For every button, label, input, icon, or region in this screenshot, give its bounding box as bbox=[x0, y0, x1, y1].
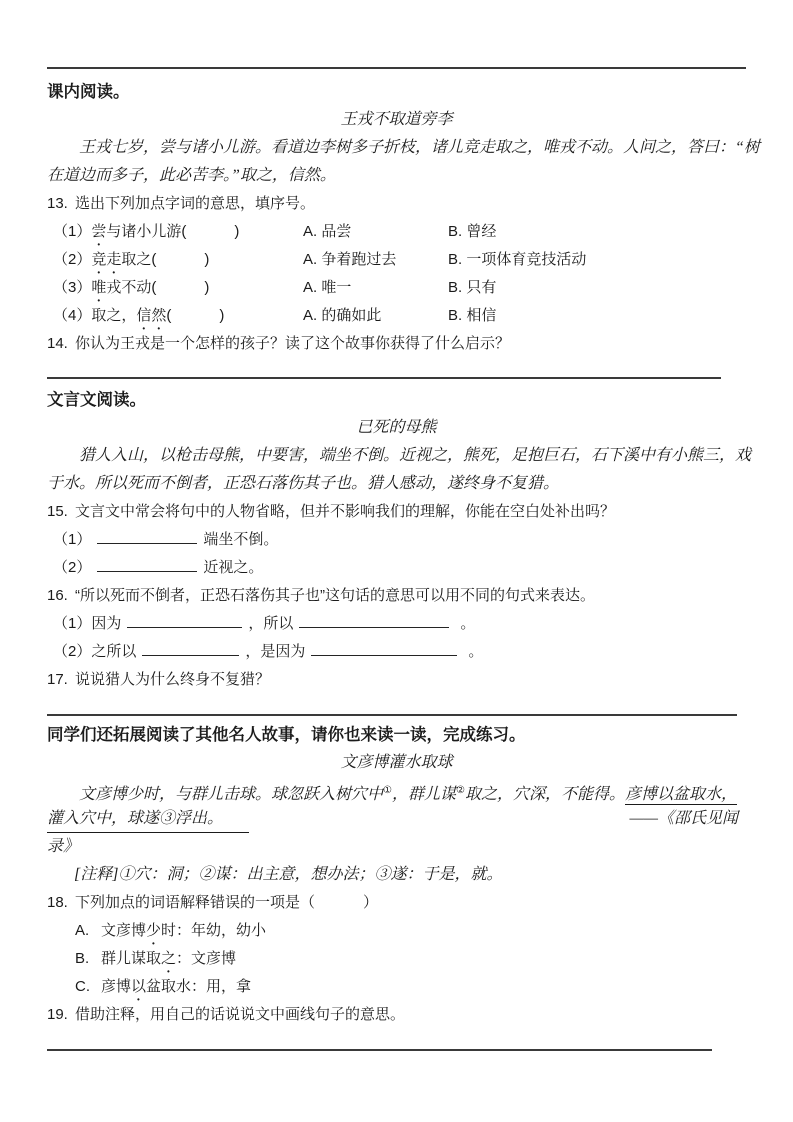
q13-row3-dotted-word: 唯 bbox=[91, 279, 107, 296]
question-15-number: 15. bbox=[47, 503, 68, 520]
q18-option-b-label: B. bbox=[75, 950, 90, 967]
p3-text1: 文彦博少时，与群儿击球。球忽跃入树穴中 bbox=[79, 786, 384, 803]
q13-row1-num: （1） bbox=[53, 223, 92, 240]
question-14 bbox=[47, 330, 793, 358]
q15-item2-num: （2） bbox=[53, 559, 92, 576]
q13-row4-stem bbox=[53, 302, 303, 333]
q13-row4-choice-a: A. 的确如此 bbox=[303, 307, 382, 324]
close-paren: ) bbox=[219, 307, 225, 324]
q18-option-a-pre: 文彦博 bbox=[101, 922, 147, 939]
question-17-number: 17. bbox=[47, 671, 68, 688]
q18-option-c bbox=[47, 973, 793, 1001]
question-18-number: 18. bbox=[47, 894, 68, 911]
question-17 bbox=[47, 666, 793, 694]
p3-text2: ，群儿谋 bbox=[391, 786, 456, 803]
close-paren: ) bbox=[204, 251, 210, 268]
q13-row3-stem bbox=[53, 274, 303, 305]
q13-row3-post: 戎不动 bbox=[106, 279, 152, 296]
passage1-line1: 王戎七岁，尝与诸小儿游。看道边李树多子折枝，诸儿竞走取之，唯戎不动。人问之，答曰：“树 bbox=[79, 139, 760, 156]
q13-row4-choice-b: B. 相信 bbox=[448, 307, 497, 324]
q13-row1-choice-a: A. 品尝 bbox=[303, 223, 352, 240]
question-18-text: 下列加点的词语解释错误的一项是（ bbox=[75, 894, 316, 911]
q18-option-c-pre: 彦博 bbox=[101, 978, 132, 995]
passage3-line2 bbox=[47, 805, 746, 833]
q18-option-a-dotted-word: 少 bbox=[146, 922, 162, 939]
close-paren: ) bbox=[204, 279, 210, 296]
question-19 bbox=[47, 1001, 793, 1029]
question-18 bbox=[47, 889, 793, 917]
q16-item2-word1: 之所以 bbox=[91, 643, 137, 660]
passage2-title: 已死的母熊 bbox=[356, 419, 437, 436]
question-14-number: 14. bbox=[47, 335, 68, 352]
q15-item-2 bbox=[47, 554, 793, 582]
q18-option-c-dotted-word: 以 bbox=[131, 978, 147, 995]
q16-item-1 bbox=[47, 610, 793, 638]
footnote-marker-1: ① bbox=[383, 785, 392, 796]
q15-item-1 bbox=[47, 526, 793, 554]
open-paren: ( bbox=[166, 307, 172, 324]
fill-in-blank bbox=[142, 640, 239, 656]
fill-in-blank bbox=[97, 556, 197, 572]
q16-item1-word1: 因为 bbox=[91, 615, 122, 632]
q16-item2-num: （2） bbox=[53, 643, 92, 660]
q18-option-b bbox=[47, 945, 793, 973]
q13-row2-num: （2） bbox=[53, 251, 92, 268]
q18-option-c-post: 盆取水：用，拿 bbox=[146, 978, 252, 995]
q13-row3-choice-a: A. 唯一 bbox=[303, 279, 352, 296]
open-paren: ( bbox=[151, 251, 157, 268]
question-15-text: 文言文中常会将句中的人物省略，但并不影响我们的理解，你能在空白处补出吗？ bbox=[75, 503, 616, 520]
q18-option-a-label: A. bbox=[75, 922, 90, 939]
passage1-line2: 在道边而多子，此必苦李。”取之，信然。 bbox=[47, 167, 336, 184]
passage3-title: 文彦博灌水取球 bbox=[340, 754, 453, 771]
q13-option-row-3 bbox=[47, 274, 793, 302]
bottom-divider bbox=[47, 1049, 712, 1051]
passage3-line3: 录》 bbox=[47, 838, 80, 855]
fill-in-blank bbox=[97, 528, 197, 544]
section1-heading: 课内阅读。 bbox=[47, 83, 130, 101]
q16-item-2 bbox=[47, 638, 793, 666]
footnotes-line: [注释]①穴：洞；②谋：出主意，想办法；③遂：于是，就。 bbox=[74, 866, 503, 883]
footnote-marker-2: ② bbox=[456, 785, 465, 796]
question-13-text: 选出下列加点字词的意思，填序号。 bbox=[75, 195, 316, 212]
q13-row1-stem bbox=[53, 218, 303, 249]
q18-option-c-label: C. bbox=[75, 978, 90, 995]
q13-row1-dotted-word: 尝 bbox=[91, 223, 107, 240]
question-18-close-paren: ） bbox=[363, 894, 379, 911]
close-paren: ) bbox=[234, 223, 240, 240]
question-16-number: 16. bbox=[47, 587, 68, 604]
q13-row1-choice-b: B. 曾经 bbox=[448, 223, 497, 240]
q13-row1-post: 与诸小儿游 bbox=[106, 223, 182, 240]
q18-option-a bbox=[47, 917, 793, 945]
q13-row2-stem bbox=[53, 246, 303, 277]
q16-item1-num: （1） bbox=[53, 615, 92, 632]
q18-option-b-post: ：文彦博 bbox=[176, 950, 237, 967]
q15-item1-tail: 端坐不倒。 bbox=[203, 531, 279, 548]
top-divider bbox=[47, 67, 746, 69]
q13-row4-pre: 取之， bbox=[91, 307, 137, 324]
question-13-number: 13. bbox=[47, 195, 68, 212]
q13-row2-dotted-word: 竞走 bbox=[91, 251, 122, 268]
q16-item1-word2: ，所以 bbox=[248, 615, 294, 632]
question-15 bbox=[47, 498, 793, 526]
q18-option-b-pre: 群儿谋取 bbox=[101, 950, 162, 967]
question-17-text: 说说猎人为什么终身不复猎？ bbox=[75, 671, 271, 688]
q13-row3-num: （3） bbox=[53, 279, 92, 296]
q13-row2-post: 取之 bbox=[121, 251, 152, 268]
q16-item1-period: 。 bbox=[460, 615, 476, 632]
fill-in-blank bbox=[127, 612, 242, 628]
open-paren: ( bbox=[181, 223, 187, 240]
source-attribution: ——《邵氏见闻 bbox=[629, 810, 738, 827]
fill-in-blank bbox=[299, 612, 449, 628]
passage2-line1: 猎人入山，以枪击母熊，中要害，端坐不倒。近视之，熊死，足抱巨石，石下溪中有小熊三，戏 bbox=[79, 447, 752, 464]
section3-heading: 同学们还拓展阅读了其他名人故事，请你也来读一读，完成练习。 bbox=[47, 726, 526, 744]
question-14-text: 你认为王戎是一个怎样的孩子？读了这个故事你获得了什么启示？ bbox=[75, 335, 511, 352]
q13-option-row-1 bbox=[47, 218, 793, 246]
question-13 bbox=[47, 190, 793, 218]
question-19-number: 19. bbox=[47, 1006, 68, 1023]
q18-option-b-dotted-word: 之 bbox=[161, 950, 177, 967]
question-19-text: 借助注释，用自己的话说说文中画线句子的意思。 bbox=[75, 1006, 406, 1023]
passage3-line1 bbox=[47, 777, 793, 805]
open-paren: ( bbox=[151, 279, 157, 296]
section2-heading: 文言文阅读。 bbox=[47, 391, 146, 409]
q18-option-a-post: 时：年幼，幼小 bbox=[161, 922, 267, 939]
question-16 bbox=[47, 582, 793, 610]
question-16-text: “所以死而不倒者，正恐石落伤其子也”这句话的意思可以用不同的句式来表达。 bbox=[75, 587, 595, 604]
q13-row2-choice-a: A. 争着跑过去 bbox=[303, 251, 397, 268]
fill-in-blank bbox=[311, 640, 457, 656]
q15-item2-tail: 近视之。 bbox=[203, 559, 264, 576]
section-divider-2 bbox=[47, 377, 721, 379]
q13-row2-choice-b: B. 一项体育竞技活动 bbox=[448, 251, 587, 268]
q13-row4-num: （4） bbox=[53, 307, 92, 324]
passage2-line2: 于水。所以死而不倒者，正恐石落伤其子也。猎人感动，遂终身不复猎。 bbox=[47, 475, 560, 492]
q13-row3-choice-b: B. 只有 bbox=[448, 279, 497, 296]
section-divider-3 bbox=[47, 714, 737, 716]
p3-underlined-part2: 灌入穴中，球遂③浮出。 bbox=[47, 805, 249, 833]
q16-item2-word2: ，是因为 bbox=[245, 643, 306, 660]
q13-option-row-2 bbox=[47, 246, 793, 274]
q16-item2-period: 。 bbox=[468, 643, 484, 660]
p3-underlined-part1: 彦博以盆取水， bbox=[624, 786, 737, 803]
p3-text3: 取之，穴深，不能得。 bbox=[464, 786, 625, 803]
q15-item1-num: （1） bbox=[53, 531, 92, 548]
passage1-title: 王戎不取道旁李 bbox=[340, 111, 453, 128]
q13-row4-dotted-word: 信然 bbox=[136, 307, 167, 324]
q13-option-row-4 bbox=[47, 302, 793, 330]
